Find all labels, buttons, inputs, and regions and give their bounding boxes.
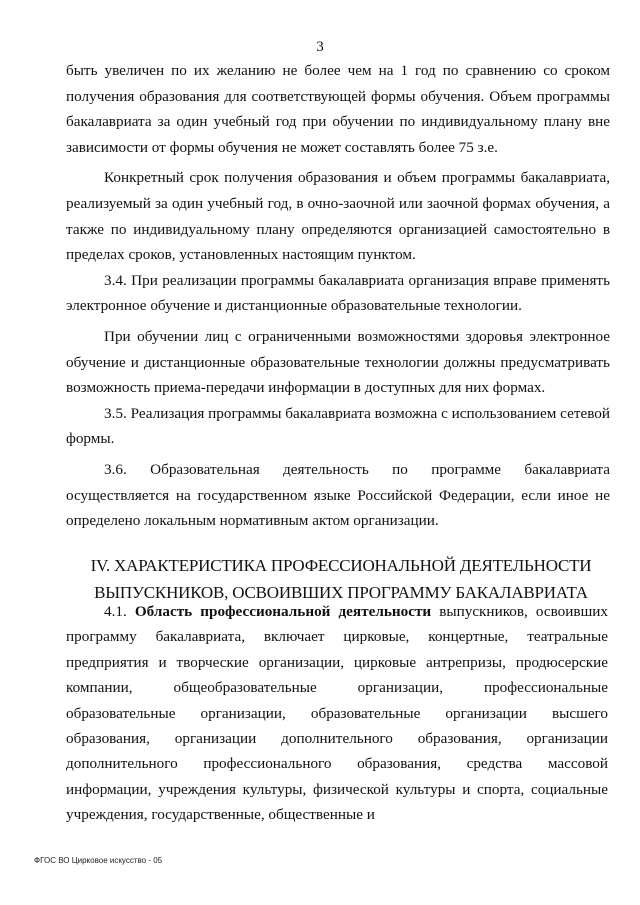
section-heading-line-1: IV. ХАРАКТЕРИСТИКА ПРОФЕССИОНАЛЬНОЙ ДЕЯТЕЛЬНОСТИ (90, 556, 592, 575)
section-heading (66, 552, 616, 606)
paragraph-4-1-text: выпускников, освоивших программу бакалавриата, включает цирковые, концертные, театральные предприятия и творческие организации, цирковые антрепризы, продюсерские компании, общеобразовательные организации, профессиональные образовательные организации, образовательные организации высшего образования, организации дополнительного образования, организации дополнительного профессионального образования, средства массовой информации, учреждения культуры, физической культуры и спорта, социальные учреждения, государственные, общественные и (66, 603, 608, 824)
section-heading-line-2: ВЫПУСКНИКОВ, ОСВОИВШИХ ПРОГРАММУ БАКАЛАВРИАТА (94, 583, 588, 602)
paragraph-continuation: быть увеличен по их желанию не более чем на 1 год по сравнению со сроком получения образования для соответствующей формы обучения. Объем программы бакалавриата за один учебный год при обучении по индивидуальному плану вне зависимости от формы обучения не может составлять более 75 з.е. (66, 62, 610, 156)
paragraph-number: 4.1. (104, 603, 127, 620)
document-footer: ФГОС ВО Цирковое искусство - 05 (34, 856, 163, 865)
paragraph-disabilities: При обучении лиц с ограниченными возможностями здоровья электронное обучение и дистанционные образовательные технологии должны предусматривать возможность приема-передачи информации в доступных для них формах. (66, 327, 610, 397)
bold-term: Область профессиональной деятельности (134, 603, 432, 620)
paragraph-3-6: 3.6. Образовательная деятельность по программе бакалавриата осуществляется на государственном языке Российской Федерации, если иное не определено локальным нормативным актом организации. (66, 460, 610, 530)
paragraph-term-volume: Конкретный срок получения образования и объем программы бакалавриата, реализуемый за один учебный год, в очно-заочной или заочной формах обучения, а также по индивидуальному плану определяются организацией самостоятельно в пределах сроков, установленных настоящим пунктом. (66, 169, 610, 264)
paragraph-3-4: 3.4. При реализации программы бакалавриата организация вправе применять электронное обучение и дистанционные образовательные технологии. (66, 271, 610, 315)
document-body (66, 58, 610, 534)
paragraph-4-1 (66, 599, 608, 828)
section-4-body (66, 599, 608, 828)
page-number: 3 (316, 39, 324, 55)
paragraph-3-5: 3.5. Реализация программы бакалавриата возможна с использованием сетевой формы. (66, 404, 610, 448)
